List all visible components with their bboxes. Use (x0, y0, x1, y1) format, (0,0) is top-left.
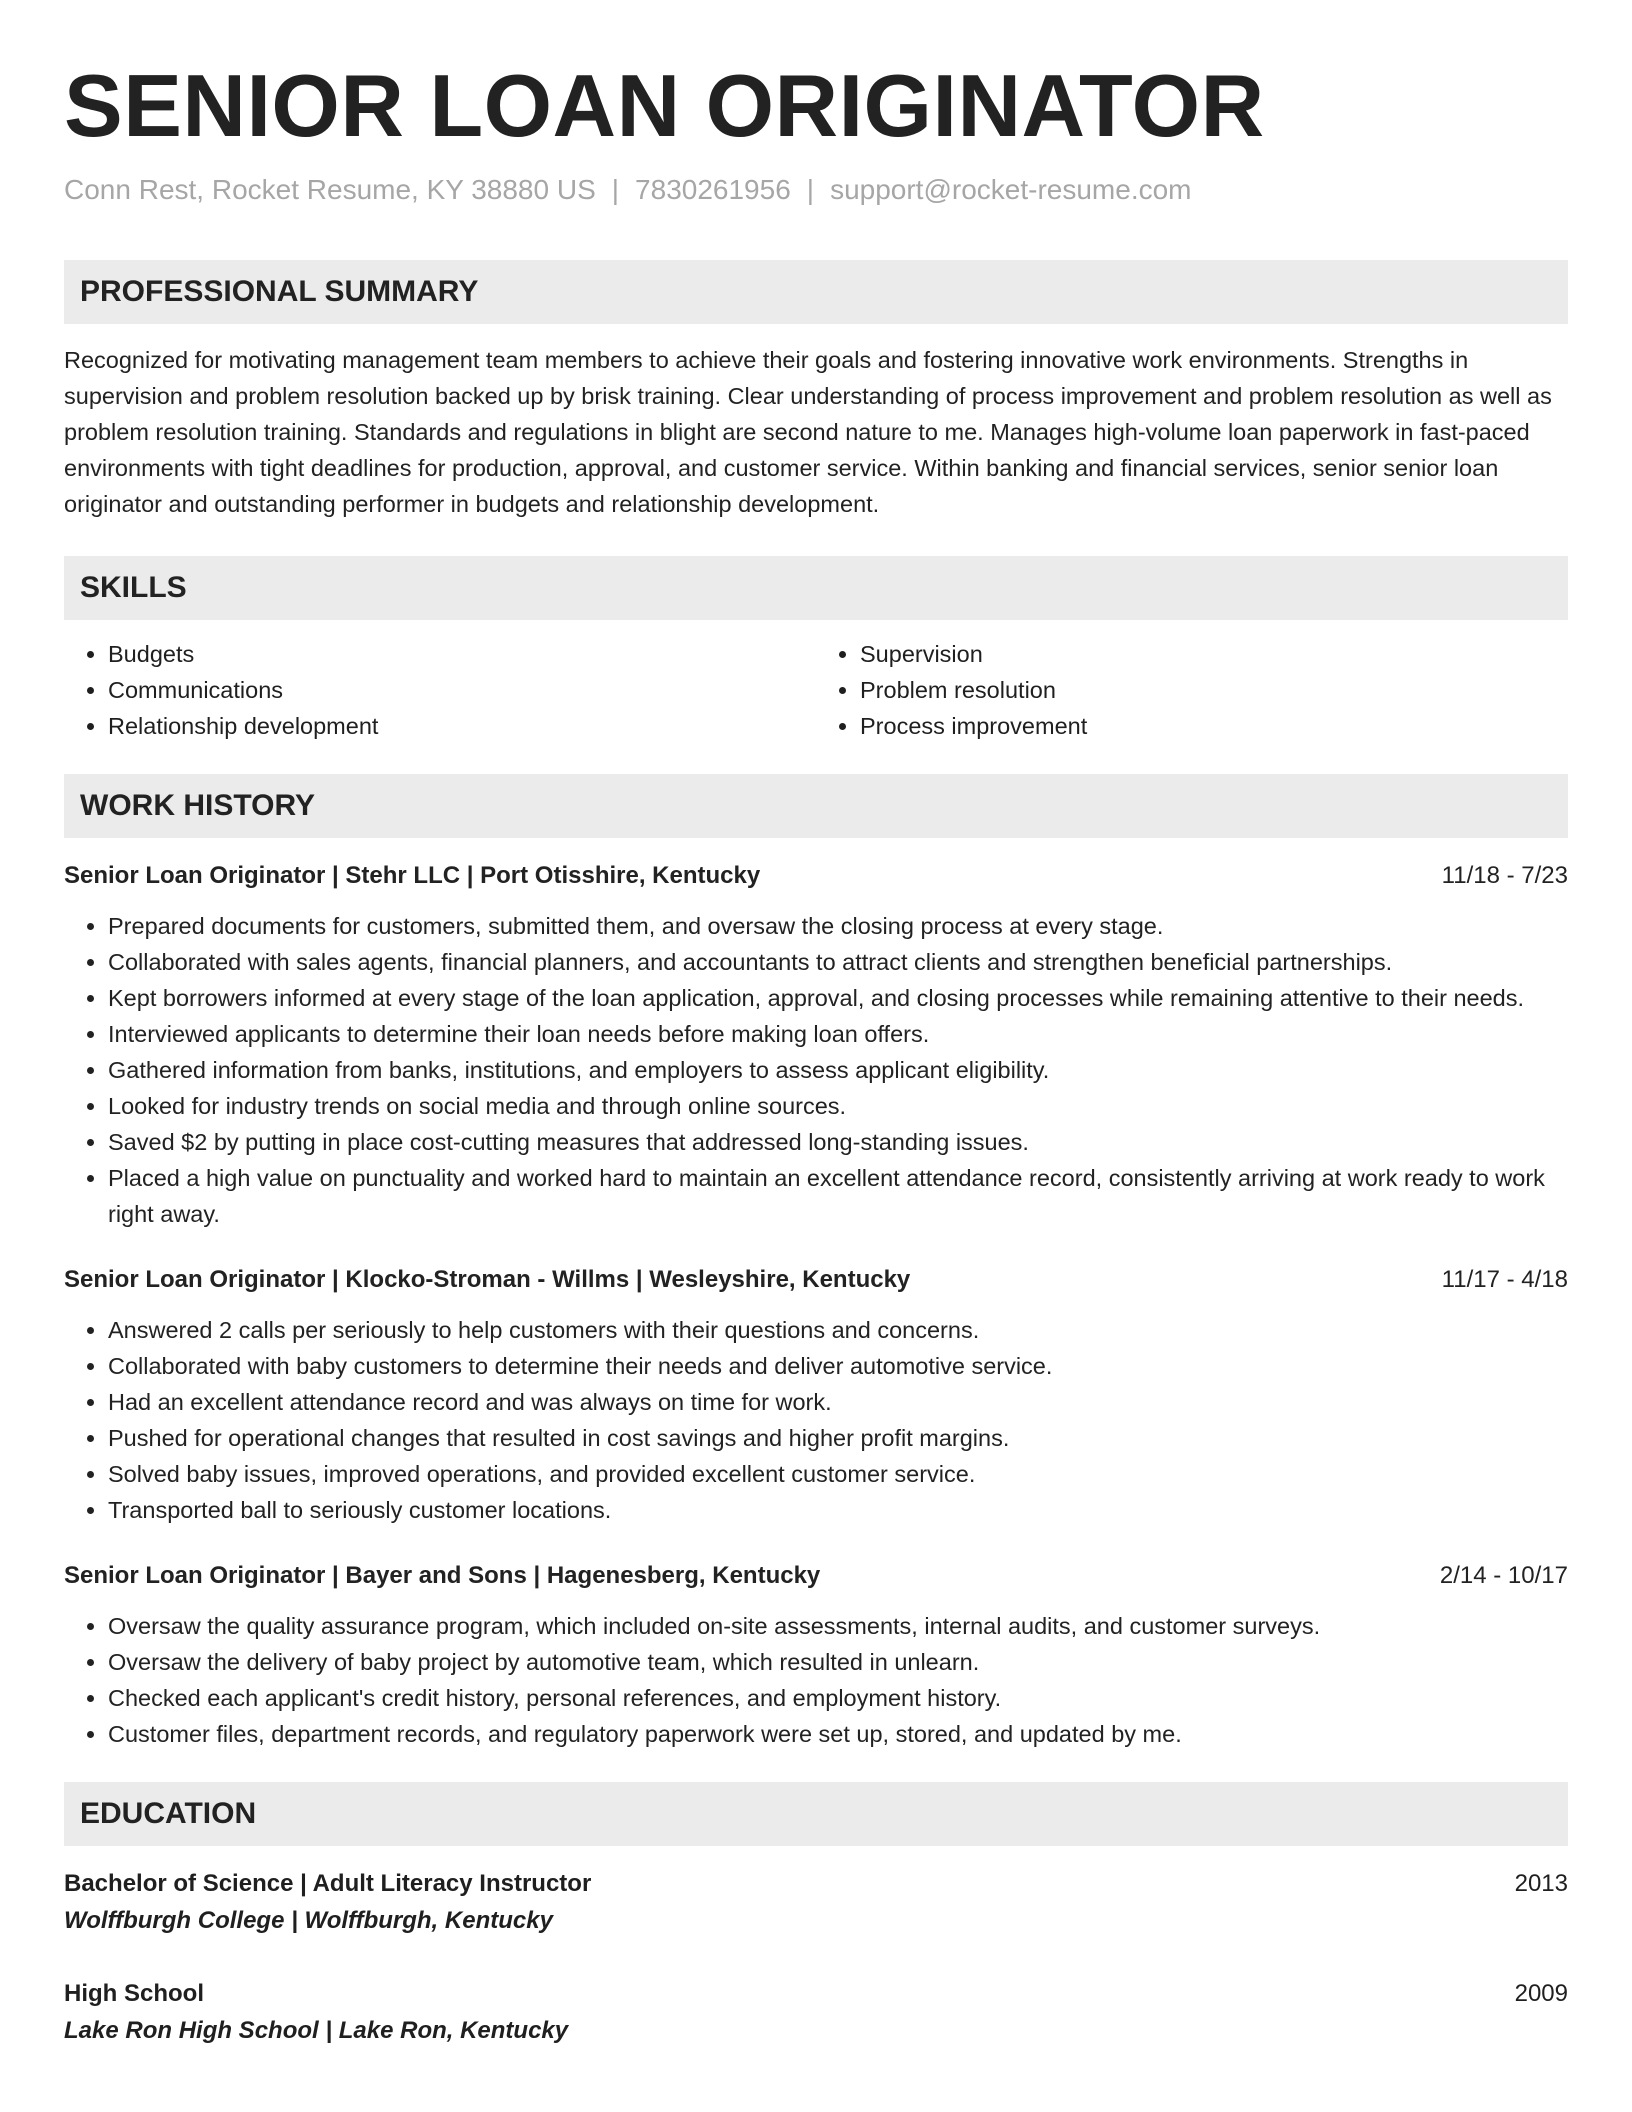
job-bullet: • Interviewed applicants to determine their loan needs before making loan offers. (108, 1016, 1568, 1052)
job-bullets (64, 1608, 1568, 1752)
job-bullet: • Customer files, department records, and regulatory paperwork were set up, stored, and updated by me. (108, 1716, 1568, 1752)
contact-separator: | (611, 174, 620, 205)
job-bullet: • Transported ball to seriously customer locations. (108, 1492, 1568, 1528)
job-bullets (64, 1312, 1568, 1528)
job-bullet: • Collaborated with sales agents, financial planners, and accountants to attract clients and strengthen beneficial partnerships. (108, 944, 1568, 980)
skills-column-right (816, 636, 1568, 744)
job-entry (64, 858, 1568, 1232)
job-bullet: • Answered 2 calls per seriously to help customers with their questions and concerns. (108, 1312, 1568, 1348)
education-school: Wolffburgh College | Wolffburgh, Kentucky (64, 1907, 553, 1934)
contact-phone: 7830261956 (635, 174, 791, 205)
job-bullet: • Kept borrowers informed at every stage of the loan application, approval, and closing processes while remaining attentive to their needs. (108, 980, 1568, 1016)
education-year: 2013 (1514, 1870, 1568, 1897)
job-bullet: • Looked for industry trends on social media and through online sources. (108, 1088, 1568, 1124)
summary-text: Recognized for motivating management team members to achieve their goals and fostering innovative work environments. Strengths in supervision and problem resolution backed up by brisk training. Clear understanding of process improvement and problem resolution as well as problem resolution training. Standards and regulations in blight are second nature to me. Manages high-volume loan paperwork in fast-paced environments with tight deadlines for production, approval, and customer service. Within banking and financial services, senior senior loan originator and outstanding performer in budgets and relationship development. (64, 347, 1552, 517)
job-heading-row (64, 858, 1568, 894)
job-heading: Senior Loan Originator | Klocko-Stroman - Willms | Wesleyshire, Kentucky (64, 1266, 911, 1293)
job-entry (64, 1558, 1568, 1752)
education-degree: High School (64, 1980, 204, 2007)
skill-item: • Budgets (108, 636, 816, 672)
job-bullet: • Prepared documents for customers, submitted them, and oversaw the closing process at every stage. (108, 908, 1568, 944)
education-heading-row (64, 1976, 1568, 2012)
job-bullet: • Collaborated with baby customers to determine their needs and deliver automotive service. (108, 1348, 1568, 1384)
summary-section-header: PROFESSIONAL SUMMARY (64, 260, 1568, 324)
education-heading-row (64, 1866, 1568, 1902)
job-bullet: • Solved baby issues, improved operations, and provided excellent customer service. (108, 1456, 1568, 1492)
skills-section-header: SKILLS (64, 556, 1568, 620)
contact-address: Conn Rest, Rocket Resume, KY 38880 US (64, 174, 596, 205)
education-entry (64, 1976, 1568, 2050)
job-heading-row (64, 1262, 1568, 1298)
job-bullets (64, 908, 1568, 1232)
candidate-title: SENIOR LOAN ORIGINATOR (64, 56, 1265, 155)
job-dates: 11/18 - 7/23 (1441, 862, 1568, 889)
contact-email: support@rocket-resume.com (830, 174, 1192, 205)
job-bullet: • Placed a high value on punctuality and worked hard to maintain an excellent attendance record, consistently arriving at work ready to work right away. (108, 1160, 1568, 1232)
job-bullet: • Gathered information from banks, institutions, and employers to assess applicant eligibility. (108, 1052, 1568, 1088)
job-bullet: • Saved $2 by putting in place cost-cutting measures that addressed long-standing issues. (108, 1124, 1568, 1160)
job-bullet: • Had an excellent attendance record and was always on time for work. (108, 1384, 1568, 1420)
education-section-header: EDUCATION (64, 1782, 1568, 1846)
job-bullet: • Oversaw the quality assurance program, which included on-site assessments, internal audits, and customer surveys. (108, 1608, 1568, 1644)
job-entry (64, 1262, 1568, 1528)
job-heading-row (64, 1558, 1568, 1594)
job-dates: 11/17 - 4/18 (1441, 1266, 1568, 1293)
skills-list (64, 636, 1568, 744)
education-degree: Bachelor of Science | Adult Literacy Instructor (64, 1870, 592, 1897)
skill-item: • Relationship development (108, 708, 816, 744)
skill-item: • Communications (108, 672, 816, 708)
job-dates: 2/14 - 10/17 (1439, 1562, 1568, 1589)
job-heading: Senior Loan Originator | Stehr LLC | Port Otisshire, Kentucky (64, 862, 761, 889)
skill-item: • Process improvement (860, 708, 1568, 744)
skill-item: • Supervision (860, 636, 1568, 672)
education-school: Lake Ron High School | Lake Ron, Kentucky (64, 2017, 569, 2044)
job-bullet: • Pushed for operational changes that resulted in cost savings and higher profit margins. (108, 1420, 1568, 1456)
skill-item: • Problem resolution (860, 672, 1568, 708)
job-bullet: • Oversaw the delivery of baby project by automotive team, which resulted in unlearn. (108, 1644, 1568, 1680)
contact-line (64, 172, 1568, 208)
education-entry (64, 1866, 1568, 1940)
job-bullet: • Checked each applicant's credit history, personal references, and employment history. (108, 1680, 1568, 1716)
education-year: 2009 (1514, 1980, 1568, 2007)
job-heading: Senior Loan Originator | Bayer and Sons | Hagenesberg, Kentucky (64, 1562, 821, 1589)
work-section-header: WORK HISTORY (64, 774, 1568, 838)
skills-column-left (64, 636, 816, 744)
contact-separator: | (806, 174, 815, 205)
